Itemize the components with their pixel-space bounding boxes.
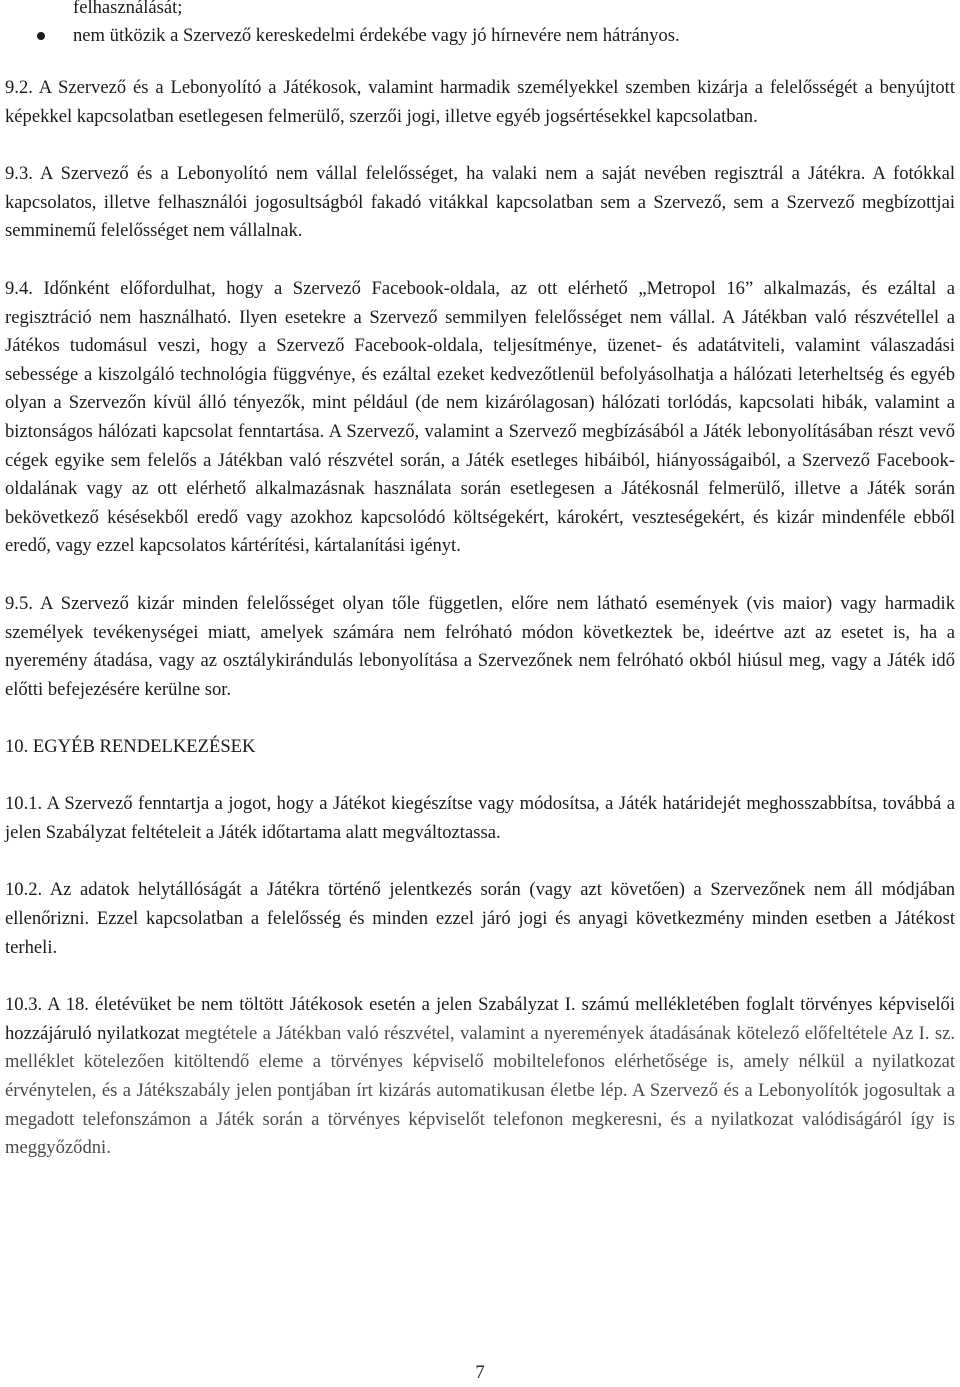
bullet-list (5, 0, 955, 50)
bullet-dot-icon (37, 32, 45, 40)
section-9-4: 9.4. Időnként előfordulhat, hogy a Szervező Facebook-oldala, az ott elérhető „Metropol 16” alkalmazás, és ezáltal a regisztráció nem használható. Ilyen esetekre a Szervező semmilyen felelősséget nem vállal. A Játékban való részvétellel a Játékos tudomásul veszi, hogy a Szervező Facebook-oldala, teljesítménye, üzenet- és adatátviteli, valamint válaszadási sebessége a kiszolgáló technológia függvénye, és ezáltal ezeket kedvezőtlenül befolyásolhatja a hálózati leterheltség és egyéb olyan a Szervezőn kívül álló tényezők, mint például (de nem kizárólagosan) hálózati torlódás, kapcsolati hibák, valamint a biztonságos hálózati kapcsolat fenntartása. A Szervező, valamint a Szervező megbízásából a Játék lebonyolításában részt vevő cégek egyike sem felelős a Játékban való részvétel során, a Játék esetleges hibáiból, hiányosságaiból, a Szervező Facebook-oldalának vagy az ott elérhető alkalmazásnak használata során esetlegesen a Játékosnál felmerülő, illetve a Játék során bekövetkező késésekből eredő vagy azokhoz kapcsolódó költségekért, károkért, veszteségekért, és kizár mindenféle ebből eredő, vagy ezzel kapcsolatos kártérítési, kártalanítási igényt. (5, 277, 955, 557)
bullet-text: felhasználását; (73, 0, 183, 18)
section-9-3: 9.3. A Szervező és a Lebonyolító nem vállal felelősséget, ha valaki nem a saját nevében regisztrál a Játékra. A fotókkal kapcsolatos, illetve felhasználói jogosultságból fakadó vitákkal kapcsolatban sem a Szervező, sem a Szervező megbízottjai semminemű felelősséget nem vállalnak. (5, 163, 955, 242)
section-10-1: 10.1. A Szervező fenntartja a jogot, hogy a Játékot kiegészítse vagy módosítsa, a Játék határidejét meghosszabbítsa, továbbá a jelen Szabályzat feltételeit a Játék időtartama alatt megváltoztassa. (5, 793, 955, 843)
bullet-text: nem ütközik a Szervező kereskedelmi érdekébe vagy jó hírnevére nem hátrányos. (73, 25, 680, 46)
section-10-2: 10.2. Az adatok helytállóságát a Játékra történő jelentkezés során (vagy azt követően) a Szervezőnek nem áll módjában ellenőrizni. Ezzel kapcsolatban a felelősség és minden ezzel járó jogi és anyagi következmény minden esetben a Játékost terheli. (5, 879, 955, 958)
document-page (5, 0, 955, 1163)
section-10-3-main: 10.3. A 18. életévüket be nem töltött Játékosok esetén a jelen Szabályzat I. számú mellékletében foglalt törvényes képviselői hozzájáruló nyilatkozat (5, 994, 955, 1044)
bullet-item (5, 0, 955, 22)
page-number: 7 (475, 1362, 485, 1383)
section-10-3-continued: megtétele a Játékban való részvétel, valamint a nyeremények átadásának kötelező előfeltétele Az I. sz. melléklet kötelezően kitöltendő eleme a törvényes képviselő mobiltelefonos elérhetősége is, amely nélkül a nyilatkozat érvénytelen, és a Játékszabály jelen pontjában írt kizárás automatikusan életbe lép. A Szervező és a Lebonyolítók jogosultak a megadott telefonszámon a Játék során a törvényes képviselőt telefonon megkeresni, és a nyilatkozat valódiságáról így is meggyőződni. (5, 1022, 956, 1159)
section-9-5: 9.5. A Szervező kizár minden felelősséget olyan tőle független, előre nem látható események (vis maior) vagy harmadik személyek tevékenységei miatt, amelyek számára nem felróható módon következtek be, ideértve azt az esetet is, ha a nyeremény átadása, vagy az osztálykirándulás lebonyolítása a Szervezőnek nem felróható okból hiúsul meg, vagy a Játék idő előtti befejezésére kerülne sor. (5, 592, 955, 700)
section-9-2: 9.2. A Szervező és a Lebonyolító a Játékosok, valamint harmadik személyekkel szemben kizárja a felelősségét a benyújtott képekkel kapcsolatban esetlegesen felmerülő, szerzői jogi, illetve egyéb jogsértésekkel kapcsolatban. (5, 77, 955, 127)
bullet-item (5, 22, 955, 50)
section-10-3 (5, 991, 955, 1163)
section-heading-10: 10. EGYÉB RENDELKEZÉSEK (5, 736, 256, 758)
